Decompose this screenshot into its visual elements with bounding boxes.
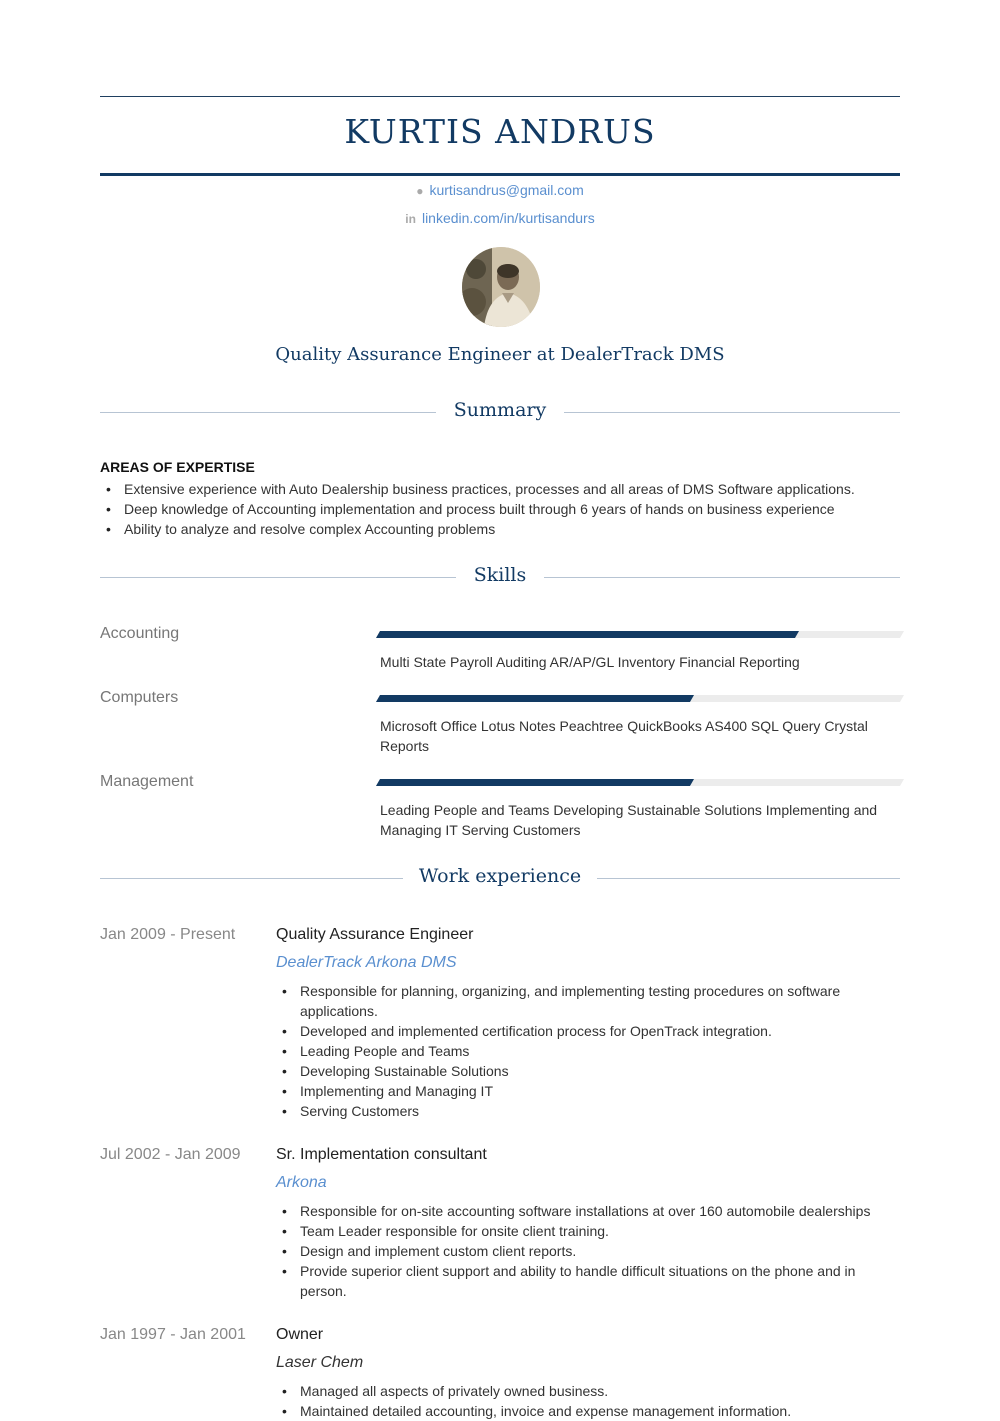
- job-duties: [276, 1201, 896, 1301]
- skill-level-fill: [376, 779, 694, 786]
- job-duties: [276, 1381, 896, 1421]
- job-title: Quality Assurance Engineer: [276, 926, 474, 943]
- dot-icon: ●: [416, 184, 424, 198]
- job-dates: Jan 2009 - Present: [100, 926, 236, 943]
- avatar: [462, 247, 540, 327]
- list-item: • Serving Customers: [276, 1101, 896, 1121]
- summary-heading: Summary: [453, 399, 547, 421]
- name-underline: [100, 173, 900, 176]
- list-item: • Developed and implemented certification process for OpenTrack integration.: [276, 1021, 896, 1041]
- skill-detail: Microsoft Office Lotus Notes Peachtree QuickBooks AS400 SQL Query Crystal Reports: [380, 718, 868, 754]
- candidate-name: KURTIS ANDRUS: [344, 112, 656, 151]
- list-item: • Ability to analyze and resolve complex Accounting problems: [100, 519, 900, 539]
- job-company: Laser Chem: [276, 1354, 364, 1371]
- list-item: • Maintained detailed accounting, invoice and expense management information.: [276, 1401, 896, 1421]
- email-row[interactable]: [100, 182, 900, 198]
- list-item: • Leading People and Teams: [276, 1041, 896, 1061]
- skill-name: Management: [100, 773, 194, 790]
- job-company-link[interactable]: DealerTrack Arkona DMS: [276, 954, 457, 971]
- job-dates: Jan 1997 - Jan 2001: [100, 1326, 246, 1343]
- job-title: Owner: [276, 1326, 324, 1343]
- summary-section-title: [100, 397, 900, 427]
- email-link[interactable]: kurtisandrus@gmail.com: [429, 182, 584, 198]
- job-duties: [276, 981, 896, 1121]
- top-rule: [100, 96, 900, 97]
- list-item: • Responsible for planning, organizing, and implementing testing procedures on software applications.: [276, 981, 896, 1021]
- expertise-heading: AREAS OF EXPERTISE: [100, 459, 255, 475]
- list-item: • Deep knowledge of Accounting implementation and process built through 6 years of hands on business experience: [100, 499, 900, 519]
- list-item: • Team Leader responsible for onsite client training.: [276, 1221, 896, 1241]
- linkedin-icon: in: [405, 212, 416, 226]
- skill-level-bar: [376, 779, 904, 786]
- linkedin-row[interactable]: [100, 210, 900, 226]
- skills-heading: Skills: [473, 564, 527, 586]
- experience-heading: Work experience: [418, 865, 582, 887]
- skill-name: Accounting: [100, 625, 180, 642]
- skill-level-fill: [376, 631, 799, 638]
- skill-level-bar: [376, 695, 904, 702]
- skill-level-fill: [376, 695, 694, 702]
- skill-detail: Leading People and Teams Developing Sustainable Solutions Implementing and Managing IT Serving Customers: [380, 802, 878, 838]
- skill-name: Computers: [100, 689, 179, 706]
- job-dates: Jul 2002 - Jan 2009: [100, 1146, 241, 1163]
- job-title: Sr. Implementation consultant: [276, 1146, 487, 1163]
- skill-level-bar: [376, 631, 904, 638]
- list-item: • Extensive experience with Auto Dealership business practices, processes and all areas of DMS Software applications.: [100, 479, 900, 499]
- linkedin-link[interactable]: linkedin.com/in/kurtisandurs: [421, 210, 595, 226]
- list-item: • Developing Sustainable Solutions: [276, 1061, 896, 1081]
- job-company-link[interactable]: Arkona: [276, 1174, 327, 1191]
- experience-section-title: [100, 863, 900, 893]
- list-item: • Responsible for on-site accounting software installations at over 160 automobile dealerships: [276, 1201, 896, 1221]
- skills-section-title: [100, 562, 900, 592]
- list-item: • Implementing and Managing IT: [276, 1081, 896, 1101]
- expertise-list: [100, 479, 900, 539]
- list-item: • Design and implement custom client reports.: [276, 1241, 896, 1261]
- list-item: • Provide superior client support and ability to handle difficult situations on the phone and in person.: [276, 1261, 896, 1301]
- headline: Quality Assurance Engineer at DealerTrack DMS: [275, 344, 725, 365]
- list-item: • Managed all aspects of privately owned business.: [276, 1381, 896, 1401]
- skill-detail: Multi State Payroll Auditing AR/AP/GL Inventory Financial Reporting: [380, 654, 800, 670]
